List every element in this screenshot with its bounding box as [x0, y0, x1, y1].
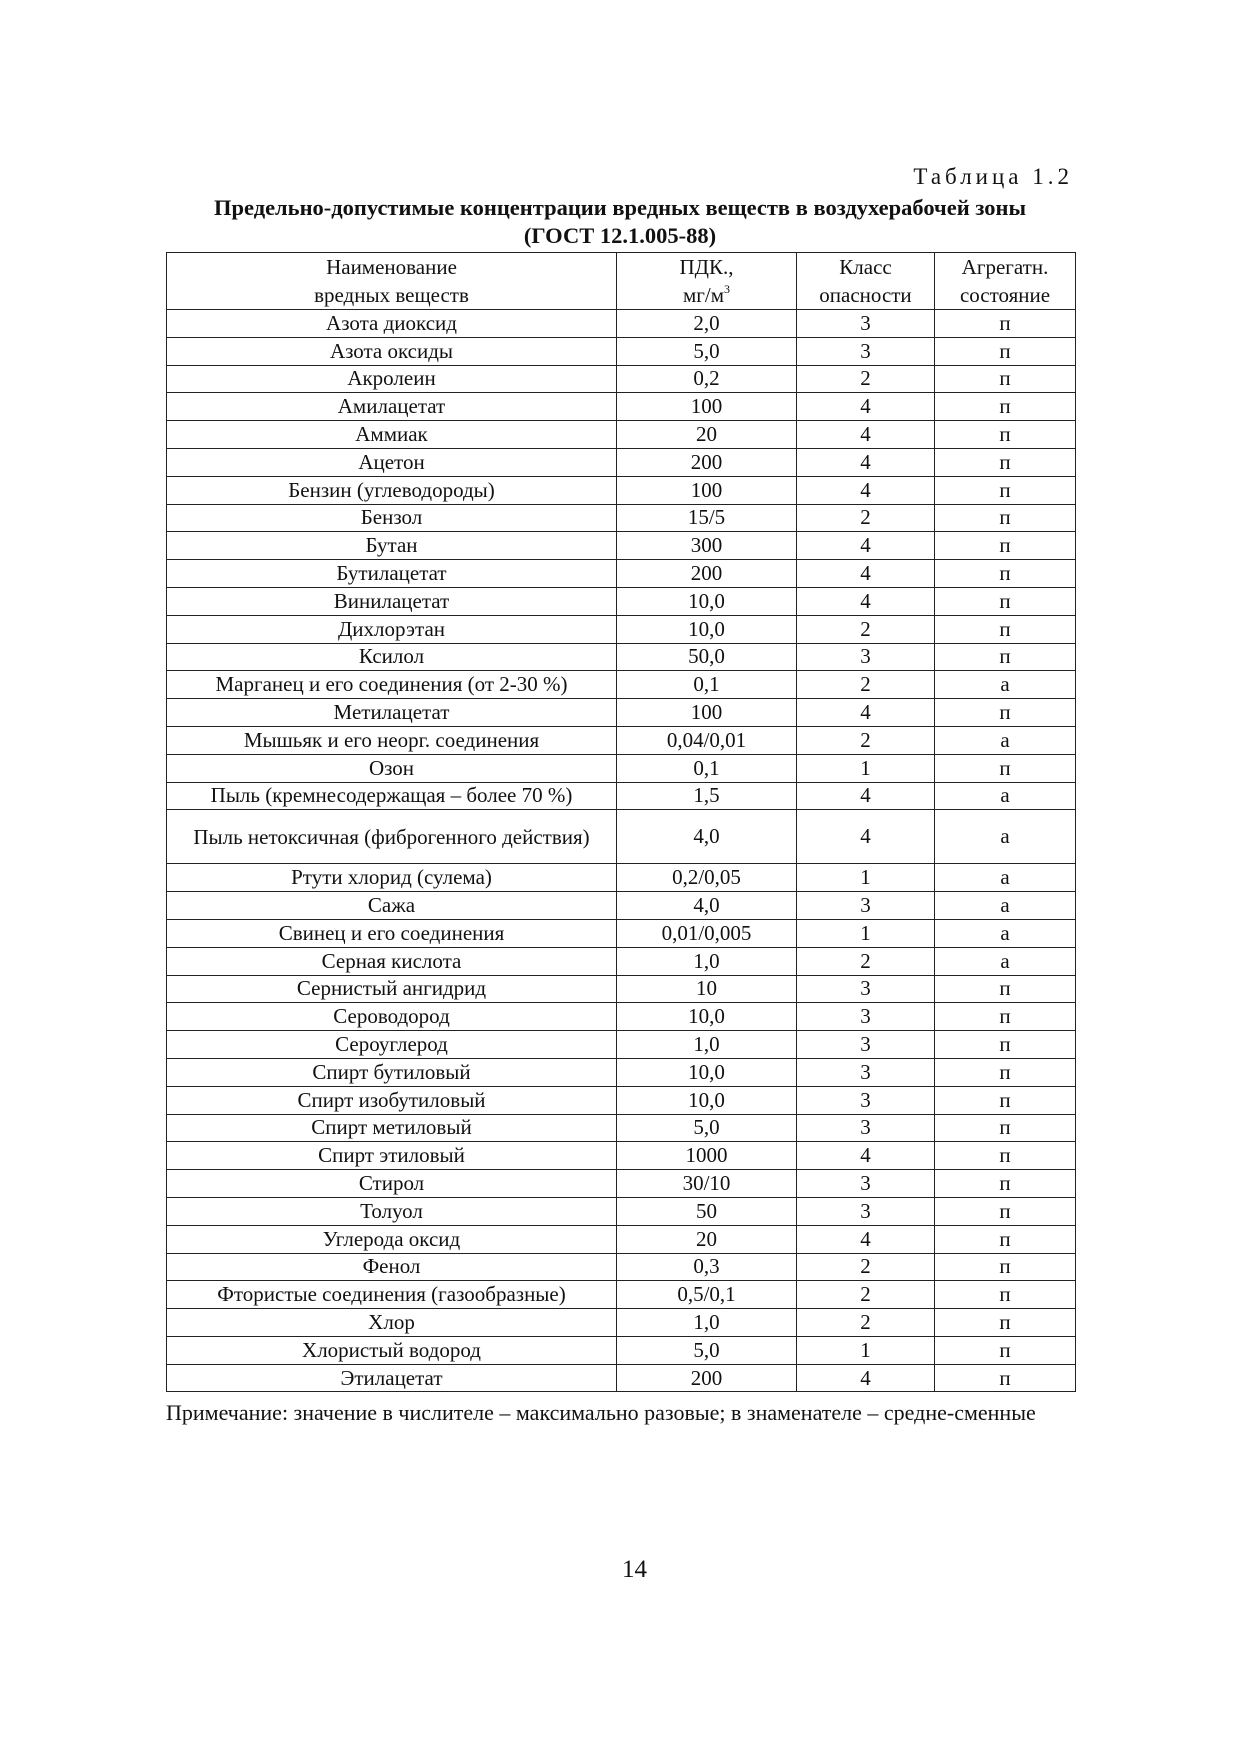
cell-state: а — [935, 864, 1076, 892]
cell-name: Хлористый водород — [167, 1336, 617, 1364]
cell-pdk: 0,1 — [617, 754, 797, 782]
cell-class: 1 — [797, 1336, 935, 1364]
cell-name: Сероводород — [167, 1003, 617, 1031]
cell-state: а — [935, 726, 1076, 754]
table-row — [167, 337, 1076, 365]
table-title-line2: (ГОСТ 12.1.005-88) — [523, 223, 717, 248]
cell-pdk: 1,5 — [617, 782, 797, 810]
cell-state: п — [935, 1031, 1076, 1059]
cell-class: 4 — [797, 532, 935, 560]
cell-class: 4 — [797, 699, 935, 727]
cell-name: Винилацетат — [167, 587, 617, 615]
cell-pdk: 50 — [617, 1197, 797, 1225]
cell-pdk: 0,04/0,01 — [617, 726, 797, 754]
cell-pdk: 20 — [617, 421, 797, 449]
table-row — [167, 421, 1076, 449]
cell-state: п — [935, 1086, 1076, 1114]
cell-class: 2 — [797, 615, 935, 643]
cell-pdk: 20 — [617, 1225, 797, 1253]
cell-state: п — [935, 1364, 1076, 1392]
cell-class: 3 — [797, 1003, 935, 1031]
cell-state: п — [935, 1225, 1076, 1253]
cell-class: 4 — [797, 810, 935, 864]
cell-class: 3 — [797, 643, 935, 671]
cell-class: 4 — [797, 587, 935, 615]
header-pdk-unit: мг/м — [682, 283, 725, 307]
cell-class: 3 — [797, 1114, 935, 1142]
cell-name: Азота диоксид — [167, 310, 617, 338]
cell-name: Амилацетат — [167, 393, 617, 421]
cell-class: 4 — [797, 1225, 935, 1253]
cell-state: п — [935, 476, 1076, 504]
cell-pdk: 0,2 — [617, 365, 797, 393]
table-row — [167, 448, 1076, 476]
cell-name: Фтористые соединения (газообразные) — [167, 1281, 617, 1309]
table-row — [167, 699, 1076, 727]
table-row — [167, 1309, 1076, 1337]
cell-pdk: 50,0 — [617, 643, 797, 671]
cell-class: 1 — [797, 919, 935, 947]
cell-pdk: 10 — [617, 975, 797, 1003]
cell-state: а — [935, 782, 1076, 810]
cell-pdk: 2,0 — [617, 310, 797, 338]
cell-state: п — [935, 365, 1076, 393]
cell-state: п — [935, 1336, 1076, 1364]
cell-name: Пыль нетоксичная (фиброгенного действия) — [167, 810, 617, 864]
cell-state: п — [935, 1114, 1076, 1142]
cell-state: а — [935, 671, 1076, 699]
cell-name: Спирт метиловый — [167, 1114, 617, 1142]
cell-pdk: 4,0 — [617, 892, 797, 920]
cell-state: п — [935, 699, 1076, 727]
cell-pdk: 0,01/0,005 — [617, 919, 797, 947]
cell-state: п — [935, 393, 1076, 421]
table-note: Примечание: значение в числителе – максимально разовые; в знаменателе – средне-сменные — [166, 1400, 1036, 1425]
cell-state: п — [935, 310, 1076, 338]
table-row — [167, 947, 1076, 975]
table-row — [167, 919, 1076, 947]
cell-class: 4 — [797, 393, 935, 421]
cell-name: Акролеин — [167, 365, 617, 393]
cell-state: п — [935, 975, 1076, 1003]
cell-pdk: 200 — [617, 1364, 797, 1392]
table-row — [167, 1003, 1076, 1031]
cell-class: 4 — [797, 448, 935, 476]
cell-pdk: 100 — [617, 476, 797, 504]
cell-state: п — [935, 1253, 1076, 1281]
header-state-line2: состояние — [959, 283, 1051, 307]
table-row — [167, 1170, 1076, 1198]
cell-class: 4 — [797, 1364, 935, 1392]
cell-state: п — [935, 1003, 1076, 1031]
cell-class: 4 — [797, 421, 935, 449]
table-row — [167, 1336, 1076, 1364]
cell-name: Сернистый ангидрид — [167, 975, 617, 1003]
header-pdk-line2 — [617, 281, 796, 309]
cell-name: Пыль (кремнесодержащая – более 70 %) — [167, 782, 617, 810]
table-row — [167, 810, 1076, 864]
cell-class: 2 — [797, 947, 935, 975]
cell-name: Серная кислота — [167, 947, 617, 975]
cell-pdk: 5,0 — [617, 337, 797, 365]
cell-class: 3 — [797, 892, 935, 920]
table-label: Таблица 1.2 — [913, 164, 1073, 189]
cell-name: Стирол — [167, 1170, 617, 1198]
cell-name: Спирт изобутиловый — [167, 1086, 617, 1114]
header-name — [167, 253, 617, 310]
header-name-line2: вредных веществ — [314, 283, 469, 307]
cell-pdk: 1,0 — [617, 1031, 797, 1059]
cell-pdk: 0,2/0,05 — [617, 864, 797, 892]
cell-state: п — [935, 448, 1076, 476]
cell-pdk: 5,0 — [617, 1336, 797, 1364]
cell-name: Бутан — [167, 532, 617, 560]
page-number: 14 — [622, 1556, 647, 1583]
header-state-line1: Агрегатн. — [961, 255, 1049, 279]
cell-name: Метилацетат — [167, 699, 617, 727]
table-row — [167, 975, 1076, 1003]
cell-class: 4 — [797, 476, 935, 504]
cell-pdk: 1,0 — [617, 1309, 797, 1337]
cell-name: Марганец и его соединения (от 2-30 %) — [167, 671, 617, 699]
cell-state: п — [935, 1170, 1076, 1198]
cell-state: п — [935, 1058, 1076, 1086]
cell-state: п — [935, 1281, 1076, 1309]
table-row — [167, 864, 1076, 892]
table-row — [167, 1142, 1076, 1170]
table-row — [167, 1364, 1076, 1392]
cell-state: а — [935, 892, 1076, 920]
cell-pdk: 1000 — [617, 1142, 797, 1170]
cell-name: Этилацетат — [167, 1364, 617, 1392]
cell-name: Бензин (углеводороды) — [167, 476, 617, 504]
cell-name: Сероуглерод — [167, 1031, 617, 1059]
cell-name: Азота оксиды — [167, 337, 617, 365]
cell-state: п — [935, 643, 1076, 671]
cell-class: 4 — [797, 782, 935, 810]
table-row — [167, 365, 1076, 393]
cell-state: п — [935, 1309, 1076, 1337]
cell-class: 2 — [797, 1253, 935, 1281]
cell-name: Дихлорэтан — [167, 615, 617, 643]
cell-state: п — [935, 587, 1076, 615]
cell-name: Мышьяк и его неорг. соединения — [167, 726, 617, 754]
table-row — [167, 476, 1076, 504]
cell-state: п — [935, 337, 1076, 365]
table-title — [166, 194, 1074, 250]
table-row — [167, 643, 1076, 671]
table-row — [167, 1058, 1076, 1086]
cell-class: 3 — [797, 1058, 935, 1086]
header-pdk — [617, 253, 797, 310]
cell-name: Ацетон — [167, 448, 617, 476]
cell-class: 2 — [797, 1281, 935, 1309]
header-name-line1: Наименование — [326, 255, 457, 279]
table-row — [167, 615, 1076, 643]
cell-pdk: 4,0 — [617, 810, 797, 864]
cell-pdk: 100 — [617, 699, 797, 727]
table-row — [167, 560, 1076, 588]
header-class-line1: Класс — [839, 255, 892, 279]
cell-name: Аммиак — [167, 421, 617, 449]
cell-pdk: 0,5/0,1 — [617, 1281, 797, 1309]
cell-state: п — [935, 421, 1076, 449]
cell-pdk: 10,0 — [617, 615, 797, 643]
cell-name: Фенол — [167, 1253, 617, 1281]
table-row — [167, 1031, 1076, 1059]
cell-pdk: 0,3 — [617, 1253, 797, 1281]
cell-name: Бутилацетат — [167, 560, 617, 588]
cell-pdk: 10,0 — [617, 587, 797, 615]
cell-name: Хлор — [167, 1309, 617, 1337]
cell-pdk: 0,1 — [617, 671, 797, 699]
cell-state: п — [935, 754, 1076, 782]
cell-name: Углерода оксид — [167, 1225, 617, 1253]
cell-pdk: 10,0 — [617, 1003, 797, 1031]
cell-class: 2 — [797, 365, 935, 393]
cell-class: 2 — [797, 1309, 935, 1337]
cell-name: Ртути хлорид (сулема) — [167, 864, 617, 892]
cell-state: п — [935, 1142, 1076, 1170]
cell-state: а — [935, 947, 1076, 975]
cell-class: 4 — [797, 560, 935, 588]
header-state — [935, 253, 1076, 310]
cell-state: п — [935, 1197, 1076, 1225]
cell-name: Спирт этиловый — [167, 1142, 617, 1170]
cell-class: 2 — [797, 671, 935, 699]
cell-pdk: 200 — [617, 560, 797, 588]
cell-class: 2 — [797, 504, 935, 532]
table-row — [167, 504, 1076, 532]
cell-name: Бензол — [167, 504, 617, 532]
table-row — [167, 532, 1076, 560]
cell-name: Толуол — [167, 1197, 617, 1225]
cell-name: Свинец и его соединения — [167, 919, 617, 947]
table-row — [167, 726, 1076, 754]
table-row — [167, 1197, 1076, 1225]
header-class — [797, 253, 935, 310]
cell-class: 3 — [797, 1197, 935, 1225]
cell-class: 3 — [797, 1031, 935, 1059]
cell-class: 3 — [797, 1170, 935, 1198]
cell-name: Сажа — [167, 892, 617, 920]
cell-pdk: 10,0 — [617, 1058, 797, 1086]
table-header-row — [167, 253, 1076, 310]
header-pdk-line1: ПДК., — [679, 255, 734, 279]
table-row — [167, 393, 1076, 421]
cell-class: 1 — [797, 754, 935, 782]
table-row — [167, 1253, 1076, 1281]
cell-class: 4 — [797, 1142, 935, 1170]
cell-state: п — [935, 504, 1076, 532]
cell-pdk: 30/10 — [617, 1170, 797, 1198]
cell-pdk: 15/5 — [617, 504, 797, 532]
cell-class: 3 — [797, 975, 935, 1003]
header-pdk-superscript: 3 — [724, 282, 731, 296]
cell-class: 3 — [797, 337, 935, 365]
cell-state: п — [935, 560, 1076, 588]
pdk-table — [166, 252, 1076, 1392]
cell-class: 3 — [797, 310, 935, 338]
table-row — [167, 892, 1076, 920]
cell-name: Озон — [167, 754, 617, 782]
table-row — [167, 1086, 1076, 1114]
cell-pdk: 200 — [617, 448, 797, 476]
header-class-line2: опасности — [819, 283, 912, 307]
table-row — [167, 310, 1076, 338]
cell-state: а — [935, 810, 1076, 864]
table-row — [167, 671, 1076, 699]
cell-state: п — [935, 615, 1076, 643]
table-row — [167, 1281, 1076, 1309]
table-body — [167, 310, 1076, 1392]
cell-class: 1 — [797, 864, 935, 892]
cell-pdk: 10,0 — [617, 1086, 797, 1114]
cell-name: Ксилол — [167, 643, 617, 671]
cell-class: 2 — [797, 726, 935, 754]
table-row — [167, 1114, 1076, 1142]
cell-state: а — [935, 919, 1076, 947]
cell-pdk: 5,0 — [617, 1114, 797, 1142]
cell-name: Спирт бутиловый — [167, 1058, 617, 1086]
table-row — [167, 754, 1076, 782]
cell-pdk: 100 — [617, 393, 797, 421]
cell-pdk: 1,0 — [617, 947, 797, 975]
table-title-line1: Предельно-допустимые концентрации вредных веществ в воздухерабочей зоны — [213, 195, 1027, 220]
cell-state: п — [935, 532, 1076, 560]
cell-class: 3 — [797, 1086, 935, 1114]
table-row — [167, 1225, 1076, 1253]
table-row — [167, 782, 1076, 810]
cell-pdk: 300 — [617, 532, 797, 560]
table-row — [167, 587, 1076, 615]
